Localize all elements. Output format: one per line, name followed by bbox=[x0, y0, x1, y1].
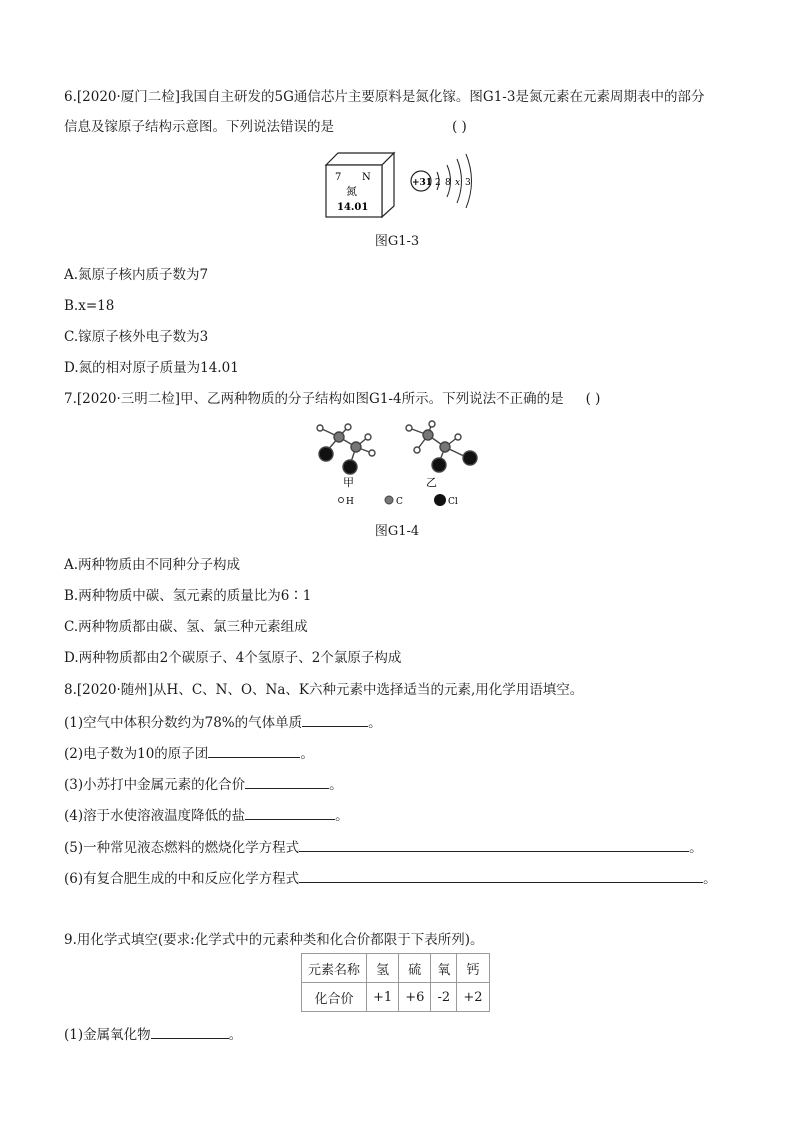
q6-option-b: B.x=18 bbox=[64, 298, 115, 314]
shell-4-count: 3 bbox=[465, 178, 471, 188]
q8-answer-blank-4[interactable] bbox=[245, 805, 335, 820]
atomic-number: 7 bbox=[335, 172, 342, 183]
table-cell: 氧 bbox=[431, 954, 457, 983]
q8-answer-blank-6[interactable] bbox=[299, 868, 703, 883]
periodic-cell-icon bbox=[326, 153, 394, 217]
q9-item-1 bbox=[64, 1024, 242, 1044]
q7-option-b: B.两种物质中碳、氢元素的质量比为6∶1 bbox=[64, 588, 312, 604]
table-row bbox=[302, 954, 490, 983]
legend-cl: Cl bbox=[448, 497, 458, 507]
q7-answer-paren: ( ) bbox=[585, 391, 601, 407]
molecule-b-label: 乙 bbox=[426, 476, 437, 489]
figure-g1-4-caption: 图G1-4 bbox=[374, 524, 420, 539]
figure-g1-3-caption: 图G1-3 bbox=[374, 234, 420, 249]
q7-option-a: A.两种物质由不同种分子构成 bbox=[64, 557, 241, 573]
q8-item-2 bbox=[64, 743, 314, 763]
table-cell: 硫 bbox=[399, 954, 431, 983]
q8-stem: 8.[2020·随州]从H、C、N、O、Na、K六种元素中选择适当的元素,用化学用语填空。 bbox=[64, 682, 584, 698]
q9-item-1-text: (1)金属氧化物 bbox=[64, 1027, 151, 1043]
table-cell: -2 bbox=[431, 983, 457, 1012]
q6-option-d: D.氮的相对原子质量为14.01 bbox=[64, 360, 239, 376]
carbon-legend-icon bbox=[385, 496, 393, 504]
q6-stem-line2 bbox=[64, 118, 467, 136]
shell-1-count: 2 bbox=[435, 178, 441, 188]
q8-item-4-end: 。 bbox=[335, 808, 349, 824]
q8-answer-blank-2[interactable] bbox=[208, 743, 300, 758]
q8-item-5-text: (5)一种常见液态燃料的燃烧化学方程式 bbox=[64, 840, 300, 856]
q8-item-2-text: (2)电子数为10的原子团 bbox=[64, 746, 209, 762]
molecule-b-icon bbox=[406, 421, 477, 472]
atomic-mass: 14.01 bbox=[337, 202, 369, 213]
q8-item-1-end: 。 bbox=[368, 715, 382, 731]
valence-table bbox=[301, 953, 490, 1012]
table-row bbox=[302, 983, 490, 1012]
q9-item-1-end: 。 bbox=[228, 1027, 243, 1043]
table-cell: 钙 bbox=[457, 954, 489, 983]
shell-3-count: x bbox=[455, 178, 461, 188]
q8-item-6 bbox=[64, 868, 717, 888]
table-cell: +2 bbox=[457, 983, 489, 1012]
q7-option-c: C.两种物质都由碳、氢、氯三种元素组成 bbox=[64, 619, 308, 635]
q8-item-3-end: 。 bbox=[329, 777, 343, 793]
element-name: 氮 bbox=[346, 185, 357, 198]
q6-option-c: C.镓原子核外电子数为3 bbox=[64, 329, 209, 345]
table-cell: +1 bbox=[367, 983, 399, 1012]
q6-stem-text: 信息及镓原子结构示意图。下列说法错误的是 bbox=[64, 119, 334, 135]
molecule-a-icon bbox=[317, 424, 375, 474]
q8-item-3-text: (3)小苏打中金属元素的化合价 bbox=[64, 777, 246, 793]
figure-g1-3 bbox=[320, 148, 480, 222]
q8-answer-blank-3[interactable] bbox=[245, 774, 329, 789]
table-header-cell: 化合价 bbox=[302, 983, 367, 1012]
q8-item-5 bbox=[64, 837, 703, 857]
legend bbox=[339, 494, 458, 507]
q9-stem: 9.用化学式填空(要求:化学式中的元素种类和化合价都限于下表所列)。 bbox=[64, 932, 484, 948]
legend-h: H bbox=[346, 497, 354, 507]
shell-2-count: 8 bbox=[445, 178, 451, 188]
molecule-a-label: 甲 bbox=[343, 476, 354, 489]
q7-stem bbox=[64, 390, 600, 408]
q8-item-5-end: 。 bbox=[689, 840, 703, 856]
q8-item-3 bbox=[64, 774, 343, 794]
q8-item-4 bbox=[64, 805, 349, 825]
q8-item-6-end: 。 bbox=[703, 871, 717, 887]
q7-stem-text: 7.[2020·三明二检]甲、乙两种物质的分子结构如图G1-4所示。下列说法不正确的是 bbox=[64, 391, 564, 407]
table-cell: 氢 bbox=[367, 954, 399, 983]
q6-answer-paren: ( ) bbox=[452, 119, 467, 135]
q6-option-a: A.氮原子核内质子数为7 bbox=[64, 267, 209, 283]
hydrogen-legend-icon bbox=[339, 498, 344, 503]
table-header-cell: 元素名称 bbox=[302, 954, 367, 983]
figure-g1-4 bbox=[310, 420, 490, 512]
element-symbol: N bbox=[362, 172, 371, 183]
nucleus-charge: +31 bbox=[412, 178, 433, 188]
q8-item-4-text: (4)溶于水使溶液温度降低的盐 bbox=[64, 808, 246, 824]
q8-item-1-text: (1)空气中体积分数约为78%的气体单质 bbox=[64, 715, 303, 731]
q6-stem-line1: 6.[2020·厦门二检]我国自主研发的5G通信芯片主要原料是氮化镓。图G1-3是氮元素在元素周期表中的部分 bbox=[64, 89, 705, 105]
q8-item-2-end: 。 bbox=[300, 746, 314, 762]
q8-item-1 bbox=[64, 712, 382, 732]
chlorine-legend-icon bbox=[434, 494, 446, 506]
table-cell: +6 bbox=[399, 983, 431, 1012]
q9-answer-blank-1[interactable] bbox=[151, 1024, 229, 1039]
atom-structure-icon bbox=[411, 154, 472, 208]
q7-option-d: D.两种物质都由2个碳原子、4个氢原子、2个氯原子构成 bbox=[64, 650, 402, 666]
q8-answer-blank-5[interactable] bbox=[299, 837, 689, 852]
q8-item-6-text: (6)有复合肥生成的中和反应化学方程式 bbox=[64, 871, 300, 887]
legend-c: C bbox=[396, 497, 403, 507]
q8-answer-blank-1[interactable] bbox=[302, 712, 368, 727]
